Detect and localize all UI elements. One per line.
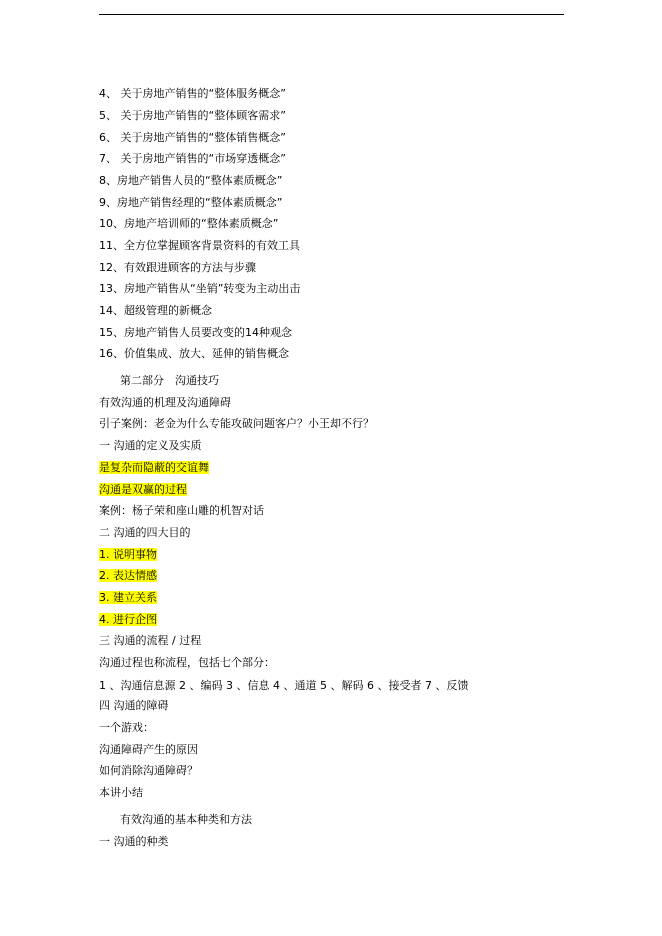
paragraph: 1 、沟通信息源 2 、编码 3 、信息 4 、通道 5 、解码 6 、接受者 7 、反馈	[99, 679, 469, 692]
highlighted-text: 沟通是双赢的过程	[99, 483, 187, 496]
list-item: 6、 关于房地产销售的“整体销售概念”	[99, 131, 286, 144]
list-item: 14、超级管理的新概念	[99, 304, 212, 317]
subheading: 一 沟通的定义及实质	[99, 439, 202, 452]
paragraph: 案例：杨子荣和座山雕的机智对话	[99, 504, 264, 517]
highlighted-text: 4. 进行企图	[99, 613, 157, 626]
list-item: 12、有效跟进顾客的方法与步骤	[99, 261, 256, 274]
section-heading: 第二部分 沟通技巧	[120, 374, 219, 387]
paragraph: 沟通障碍产生的原因	[99, 743, 198, 756]
list-item: 11、全方位掌握顾客背景资料的有效工具	[99, 239, 300, 252]
highlighted-text: 是复杂而隐蔽的交谊舞	[99, 461, 209, 474]
paragraph: 本讲小结	[99, 786, 143, 799]
paragraph: 如何消除沟通障碍？	[99, 764, 198, 777]
list-item: 15、房地产销售人员要改变的14种观念	[99, 326, 292, 339]
list-item: 8、房地产销售人员的“整体素质概念”	[99, 174, 283, 187]
list-item: 9、房地产销售经理的“整体素质概念”	[99, 196, 283, 209]
paragraph: 一个游戏：	[99, 721, 154, 734]
list-item: 16、价值集成、放大、延伸的销售概念	[99, 347, 289, 360]
list-item: 4、 关于房地产销售的“整体服务概念”	[99, 87, 286, 100]
subheading: 三 沟通的流程 / 过程	[99, 634, 202, 647]
section-heading: 有效沟通的基本种类和方法	[120, 813, 252, 826]
subheading: 四 沟通的障碍	[99, 699, 169, 712]
paragraph: 沟通过程也称流程，包括七个部分：	[99, 656, 275, 669]
subheading: 二 沟通的四大目的	[99, 526, 191, 539]
list-item: 10、房地产培训师的“整体素质概念”	[99, 217, 279, 230]
header-rule	[99, 14, 564, 15]
subheading: 一 沟通的种类	[99, 835, 169, 848]
paragraph: 有效沟通的机理及沟通障碍	[99, 396, 231, 409]
list-item: 5、 关于房地产销售的“整体顾客需求”	[99, 109, 286, 122]
highlighted-text: 3. 建立关系	[99, 591, 157, 604]
list-item: 7、 关于房地产销售的“市场穿透概念”	[99, 152, 286, 165]
list-item: 13、房地产销售从“坐销”转变为主动出击	[99, 282, 301, 295]
paragraph: 引子案例：老金为什么专能攻破问题客户？小王却不行？	[99, 417, 374, 430]
highlighted-text: 2. 表达情感	[99, 569, 157, 582]
highlighted-text: 1. 说明事物	[99, 548, 157, 561]
